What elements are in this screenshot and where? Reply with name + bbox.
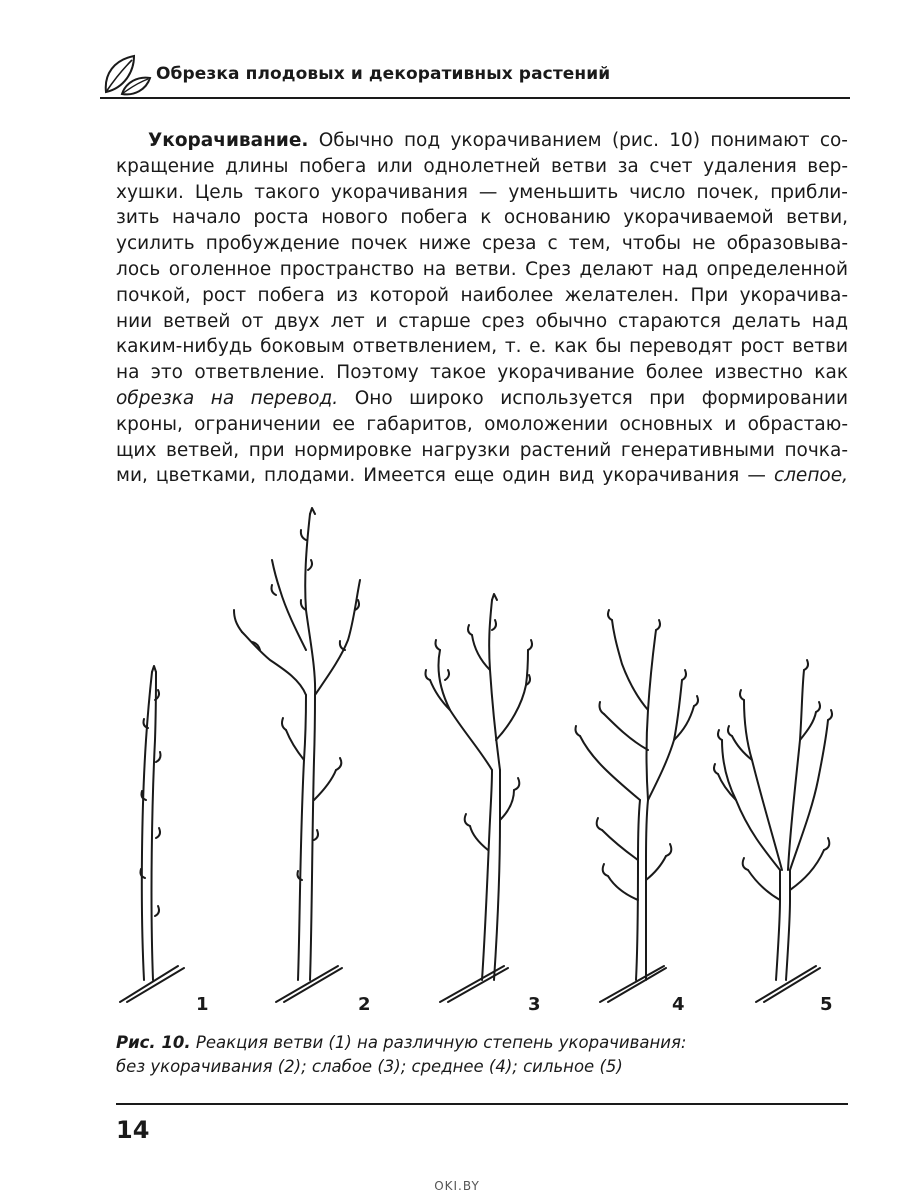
caption-label: Рис. 10. [116, 1033, 191, 1052]
figure-label-5: 5 [820, 994, 833, 1015]
text-line [116, 205, 848, 231]
text-run: кроны, ограничении ее габаритов, омоложении основных и обрастаю- [116, 413, 848, 435]
text-line [116, 154, 848, 180]
text-run: каким-нибудь боковым ответвлением, т. е. как бы переводят рост ветви [116, 336, 848, 358]
text-line [116, 180, 848, 206]
text-run: Обычно под укорачиванием (рис. 10) понимают со- [308, 130, 848, 151]
text-line [116, 231, 848, 257]
figure-label-2: 2 [358, 994, 371, 1015]
text-run: на это ответвление. Поэтому такое укорачивание более известно как [116, 362, 848, 384]
text-line [116, 360, 848, 386]
footer-rule [116, 1103, 848, 1105]
page-number: 14 [116, 1116, 150, 1144]
figure-10 [100, 500, 860, 1020]
text-run: усилить пробуждение почек ниже среза с тем, чтобы не образовыва- [116, 233, 848, 255]
text-line [116, 309, 848, 335]
text-run: почкой, рост побега из которой наиболее желателен. При укорачива- [116, 284, 848, 306]
caption-line-2: без укорачивания (2); слабое (3); среднее (4); сильное (5) [116, 1057, 623, 1076]
text-run: Оно широко используется при формировании [338, 387, 848, 409]
term-heading: Укорачивание. [148, 130, 309, 151]
italic-term: слепое, [773, 465, 848, 487]
body-paragraph [116, 128, 848, 489]
text-run: щих ветвей, при нормировке нагрузки растений генеративными почка- [116, 439, 848, 461]
text-line [116, 386, 848, 412]
running-header [100, 50, 850, 100]
text-run: ми, цветками, плодами. Имеется еще один вид укорачивания — [116, 465, 774, 487]
branch-1 [141, 666, 161, 980]
watermark: OKI.BY [434, 1179, 480, 1193]
branch-3 [426, 594, 533, 980]
figure-label-4: 4 [672, 994, 685, 1015]
text-line [116, 334, 848, 360]
figure-label-3: 3 [528, 994, 541, 1015]
text-line [116, 283, 848, 309]
text-line [116, 412, 848, 438]
ground-lines [120, 966, 820, 1002]
branch-4 [576, 610, 699, 980]
text-run: хушки. Цель такого укорачивания — уменьшить число почек, прибли- [116, 181, 848, 203]
text-run: кращение длины побега или однолетней ветви за счет удаления вер- [116, 155, 848, 177]
branch-5 [714, 660, 832, 980]
text-line [116, 128, 848, 154]
text-run: нии ветвей от двух лет и старше срез обычно стараются делать над [116, 310, 848, 332]
branch-2 [234, 508, 360, 980]
branch-illustration [100, 500, 860, 1020]
figure-label-1: 1 [196, 994, 209, 1015]
text-line [116, 257, 848, 283]
figure-caption [116, 1031, 816, 1079]
text-line [116, 463, 848, 489]
text-line [116, 438, 848, 464]
header-title: Обрезка плодовых и декоративных растений [156, 64, 611, 84]
italic-term: обрезка на перевод. [116, 387, 339, 409]
text-run: лось оголенное пространство на ветви. Срез делают над определенной [116, 258, 848, 280]
caption-line-1: Реакция ветви (1) на различную степень укорачивания: [190, 1033, 687, 1052]
header-rule [100, 97, 850, 99]
leaves-icon [100, 52, 152, 98]
text-run: зить начало роста нового побега к основанию укорачиваемой ветви, [116, 207, 848, 229]
